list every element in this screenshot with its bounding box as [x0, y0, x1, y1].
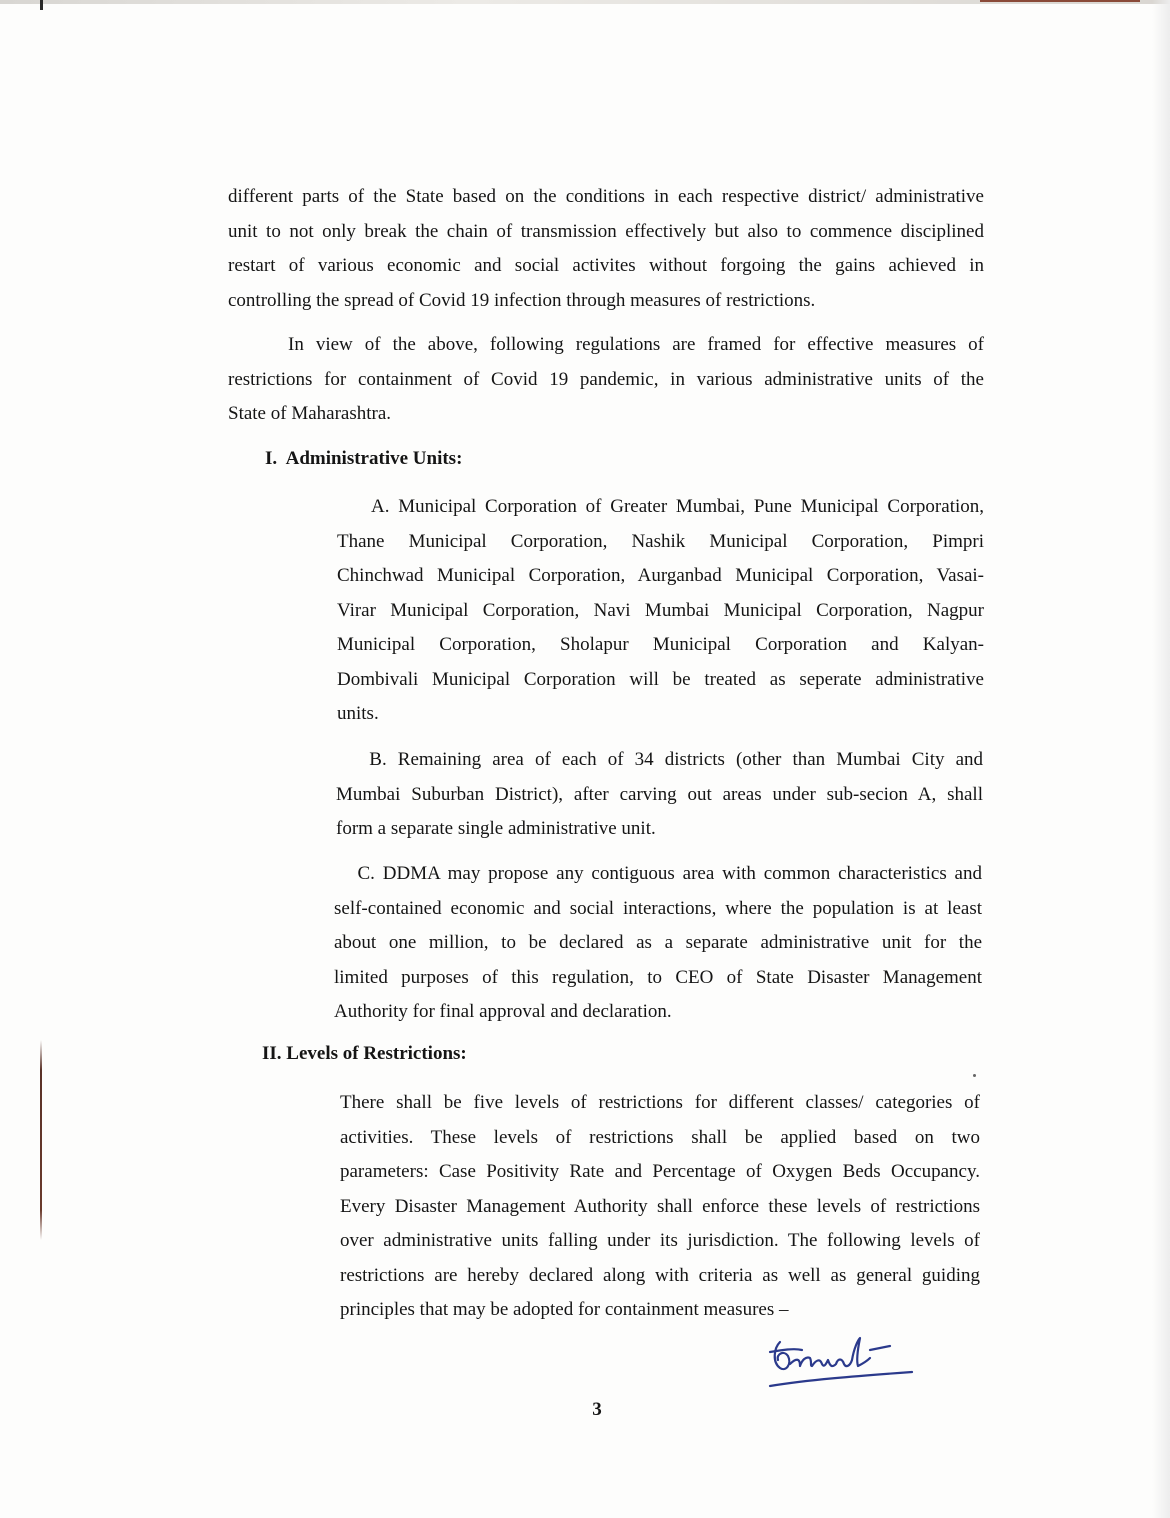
section-2-body — [340, 1086, 980, 1328]
text-line: Dombivali Municipal Corporation will be treated as seperate administrative — [337, 668, 984, 690]
text-line: restrictions are hereby declared along with criteria as well as general guiding — [340, 1264, 980, 1286]
text-line: parameters: Case Positivity Rate and Percentage of Oxygen Beds Occupancy. — [340, 1161, 980, 1182]
scan-left-binding-mark — [40, 1040, 42, 1240]
text-line: In view of the above, following regulations are framed for effective measures of — [228, 334, 984, 355]
text-line: restrictions for containment of Covid 19 pandemic, in various administrative units of the — [228, 368, 984, 390]
scan-top-right-mark — [980, 0, 1140, 2]
text-line: C. DDMA may propose any contiguous area with common characteristics and — [334, 863, 982, 884]
section-1-item-a — [337, 490, 984, 732]
text-line: Municipal Corporation, Sholapur Municipal Corporation and Kalyan- — [337, 634, 984, 655]
section-1-heading: I. Administrative Units: — [265, 448, 463, 469]
intro-paragraph — [228, 180, 984, 318]
text-line: Authority for final approval and declaration. — [334, 1001, 672, 1022]
scan-speck — [973, 1074, 976, 1077]
text-line: about one million, to be declared as a separate administrative unit for the — [334, 932, 982, 953]
text-line: There shall be five levels of restrictions for different classes/ categories of — [340, 1092, 980, 1113]
text-line: Thane Municipal Corporation, Nashik Municipal Corporation, Pimpri — [337, 530, 984, 552]
section-1-item-b — [336, 743, 983, 847]
text-line: form a separate single administrative unit. — [336, 818, 656, 839]
section-2-heading: II. Levels of Restrictions: — [262, 1043, 467, 1064]
signature-icon — [766, 1328, 916, 1398]
text-line: units. — [337, 703, 379, 724]
section-1-item-c — [334, 857, 982, 1030]
text-line: Mumbai Suburban District), after carving out areas under sub-secion A, shall — [336, 783, 983, 805]
text-line: State of Maharashtra. — [228, 403, 392, 424]
text-line: restart of various economic and social activites without forgoing the gains achieved in — [228, 255, 984, 276]
text-line: different parts of the State based on the conditions in each respective district/ administrative — [228, 186, 984, 207]
text-line: self-contained economic and social interactions, where the population is at least — [334, 897, 982, 919]
scan-left-tick — [40, 0, 43, 10]
text-line: over administrative units falling under its jurisdiction. The following levels of — [340, 1230, 980, 1251]
text-line: controlling the spread of Covid 19 infection through measures of restrictions. — [228, 289, 816, 311]
text-line: Chinchwad Municipal Corporation, Aurganbad Municipal Corporation, Vasai- — [337, 565, 984, 586]
view-paragraph — [228, 328, 984, 432]
text-line: unit to not only break the chain of transmission effectively but also to commence disciplined — [228, 220, 984, 242]
scan-right-shadow — [1152, 0, 1170, 1518]
text-line: activities. These levels of restrictions shall be applied based on two — [340, 1126, 980, 1148]
text-line: A. Municipal Corporation of Greater Mumbai, Pune Municipal Corporation, — [337, 496, 984, 517]
text-line: Virar Municipal Corporation, Navi Mumbai Municipal Corporation, Nagpur — [337, 599, 984, 621]
text-line: principles that may be adopted for containment measures – — [340, 1299, 789, 1320]
page-number: 3 — [592, 1399, 602, 1420]
text-line: limited purposes of this regulation, to CEO of State Disaster Management — [334, 966, 982, 988]
text-line: Every Disaster Management Authority shall enforce these levels of restrictions — [340, 1195, 980, 1217]
text-line: B. Remaining area of each of 34 districts (other than Mumbai City and — [336, 749, 983, 770]
